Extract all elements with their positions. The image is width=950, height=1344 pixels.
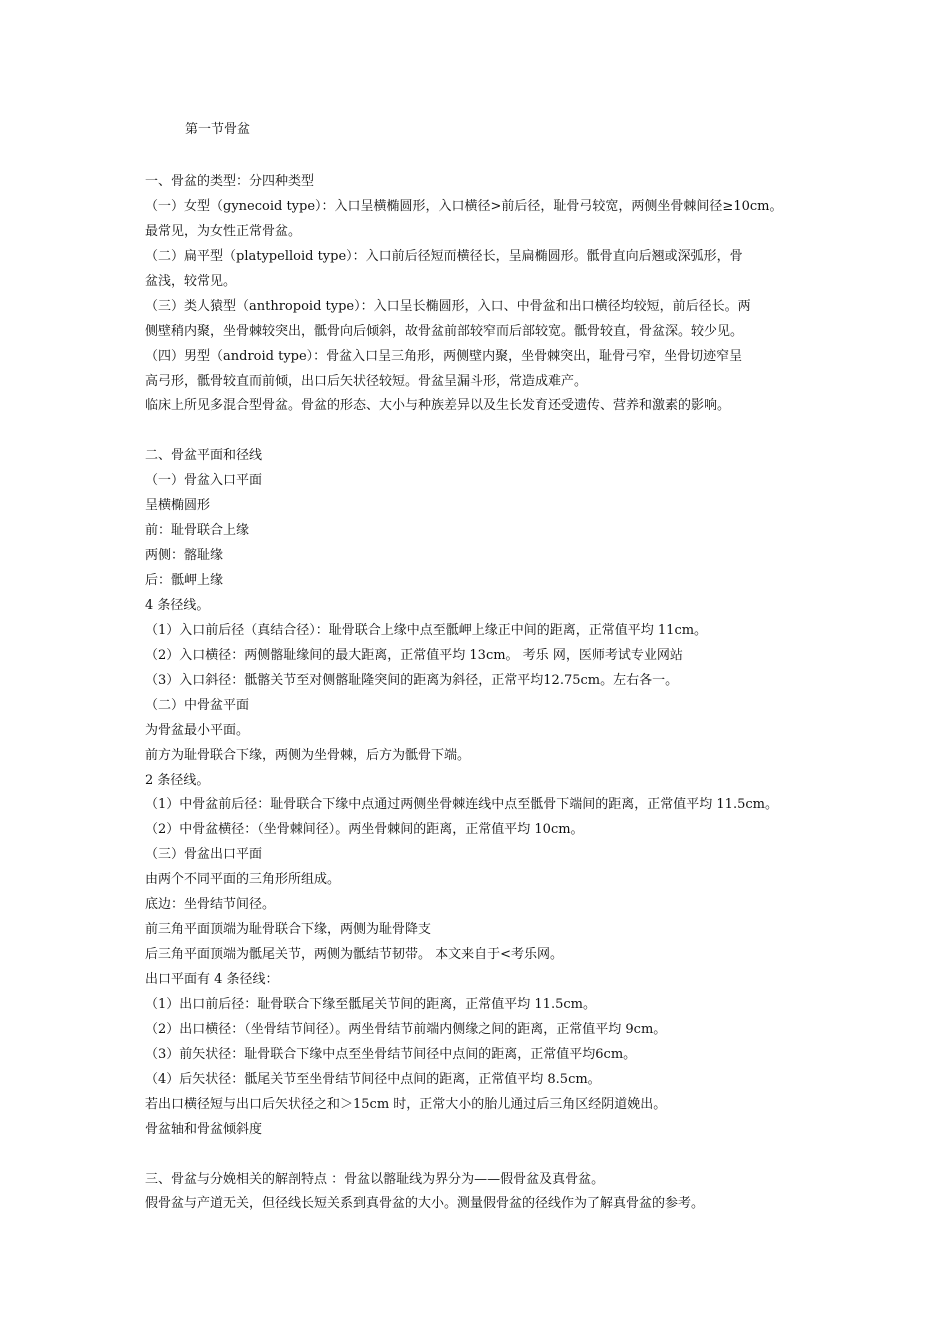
paragraph-line: 呈横椭圆形 <box>145 498 211 514</box>
paragraph-line: 为骨盆最小平面。 <box>145 722 250 738</box>
paragraph-line: （三）类人猿型（anthropoid type）：入口呈长椭圆形，入口、中骨盆和出口横径均较短，前后径长。两 <box>145 298 751 314</box>
section-spacer <box>145 419 825 444</box>
paragraph-line: （1）出口前后径：耻骨联合下缘至骶尾关节间的距离，正常值平均 11.5cm。 <box>145 996 596 1012</box>
paragraph-line: 最常见，为女性正常骨盆。 <box>145 223 302 239</box>
paragraph-line: 假骨盆与产道无关，但径线长短关系到真骨盆的大小。测量假骨盆的径线作为了解真骨盆的参考。 <box>145 1196 705 1212</box>
paragraph-line: 出口平面有 4 条径线： <box>145 972 279 987</box>
paragraph-line: 底边：坐骨结节间径。 <box>145 897 276 913</box>
document-body <box>145 170 825 1217</box>
section-spacer <box>145 1143 825 1168</box>
paragraph-line: （一）骨盆入口平面 <box>145 473 263 489</box>
paragraph-line: 后：骶岬上缘 <box>145 573 224 588</box>
paragraph-line: （4）后矢状径：骶尾关节至坐骨结节间径中点间的距离，正常值平均 8.5cm。 <box>145 1071 601 1087</box>
paragraph-line: 前：耻骨联合上缘 <box>145 523 250 539</box>
paragraph-line: （2）出口横径：（坐骨结节间径）。两坐骨结节前端内侧缘之间的距离，正常值平均 9cm。 <box>145 1021 667 1037</box>
paragraph-line: 若出口横径短与出口后矢状径之和＞15cm 时，正常大小的胎儿通过后三角区经阴道娩出。 <box>145 1096 667 1112</box>
paragraph-line: 前三角平面顶端为耻骨联合下缘，两侧为耻骨降支 <box>145 922 432 938</box>
paragraph-line: 由两个不同平面的三角形所组成。 <box>145 872 341 888</box>
paragraph-line: 2 条径线。 <box>145 772 210 788</box>
paragraph-line: （3）前矢状径：耻骨联合下缘中点至坐骨结节间径中点间的距离，正常值平均6cm。 <box>145 1046 637 1062</box>
paragraph-line: （1）中骨盆前后径：耻骨联合下缘中点通过两侧坐骨棘连线中点至骶骨下端间的距离，正常值平均 11.5cm。 <box>145 797 778 813</box>
section1-heading: 一、骨盆的类型：分四种类型 <box>145 174 315 189</box>
paragraph-line: （1）入口前后径（真结合径）：耻骨联合上缘中点至骶岬上缘正中间的距离，正常值平均 11cm。 <box>145 622 708 638</box>
paragraph-line: （一）女型（gynecoid type）：入口呈横椭圆形，入口横径>前后径，耻骨弓较宽，两侧坐骨棘间径≥10cm。 <box>145 198 783 214</box>
paragraph-line: 侧壁稍内聚，坐骨棘较突出，骶骨向后倾斜，故骨盆前部较窄而后部较宽。骶骨较直，骨盆深。较少见。 <box>145 323 744 339</box>
section3-heading: 三、骨盆与分娩相关的解剖特点 ：骨盆以髂耻线为界分为——假骨盆及真骨盆。 <box>145 1171 605 1187</box>
paragraph-line: （3）入口斜径：骶髂关节至对侧髂耻隆突间的距离为斜径，正常平均12.75cm。左右各一。 <box>145 672 679 688</box>
paragraph-line: 高弓形，骶骨较直而前倾，出口后矢状径较短。骨盆呈漏斗形，常造成难产。 <box>145 373 588 389</box>
paragraph-line: （二）中骨盆平面 <box>145 697 250 713</box>
page-title: 第一节骨盆 <box>185 122 251 137</box>
paragraph-line: 盆浅，较常见。 <box>145 273 237 289</box>
paragraph-line: （2）入口横径：两侧髂耻缘间的最大距离，正常值平均 13cm。 考乐 网，医师考试专业网站 <box>145 647 683 663</box>
paragraph-line: （二）扁平型（platypelloid type）：入口前后径短而横径长，呈扁椭圆形。骶骨直向后翘或深弧形，骨 <box>145 248 743 264</box>
paragraph-line: 两侧：髂耻缘 <box>145 548 224 564</box>
paragraph-line: 4 条径线。 <box>145 597 210 613</box>
paragraph-line: 骨盆轴和骨盆倾斜度 <box>145 1121 263 1137</box>
paragraph-line: 临床上所见多混合型骨盆。骨盆的形态、大小与种族差异以及生长发育还受遗传、营养和激素的影响。 <box>145 398 731 414</box>
paragraph-line: （四）男型（android type）：骨盆入口呈三角形，两侧壁内聚，坐骨棘突出，耻骨弓窄，坐骨切迹窄呈 <box>145 348 743 364</box>
paragraph-line: 前方为耻骨联合下缘，两侧为坐骨棘，后方为骶骨下端。 <box>145 747 471 763</box>
paragraph-line: 后三角平面顶端为骶尾关节，两侧为骶结节韧带。 本文来自于<考乐网。 <box>145 947 564 963</box>
section2-heading: 二、骨盆平面和径线 <box>145 448 263 464</box>
paragraph-line: （三）骨盆出口平面 <box>145 847 263 863</box>
paragraph-line: （2）中骨盆横径：（坐骨棘间径）。两坐骨棘间的距离，正常值平均 10cm。 <box>145 822 584 838</box>
